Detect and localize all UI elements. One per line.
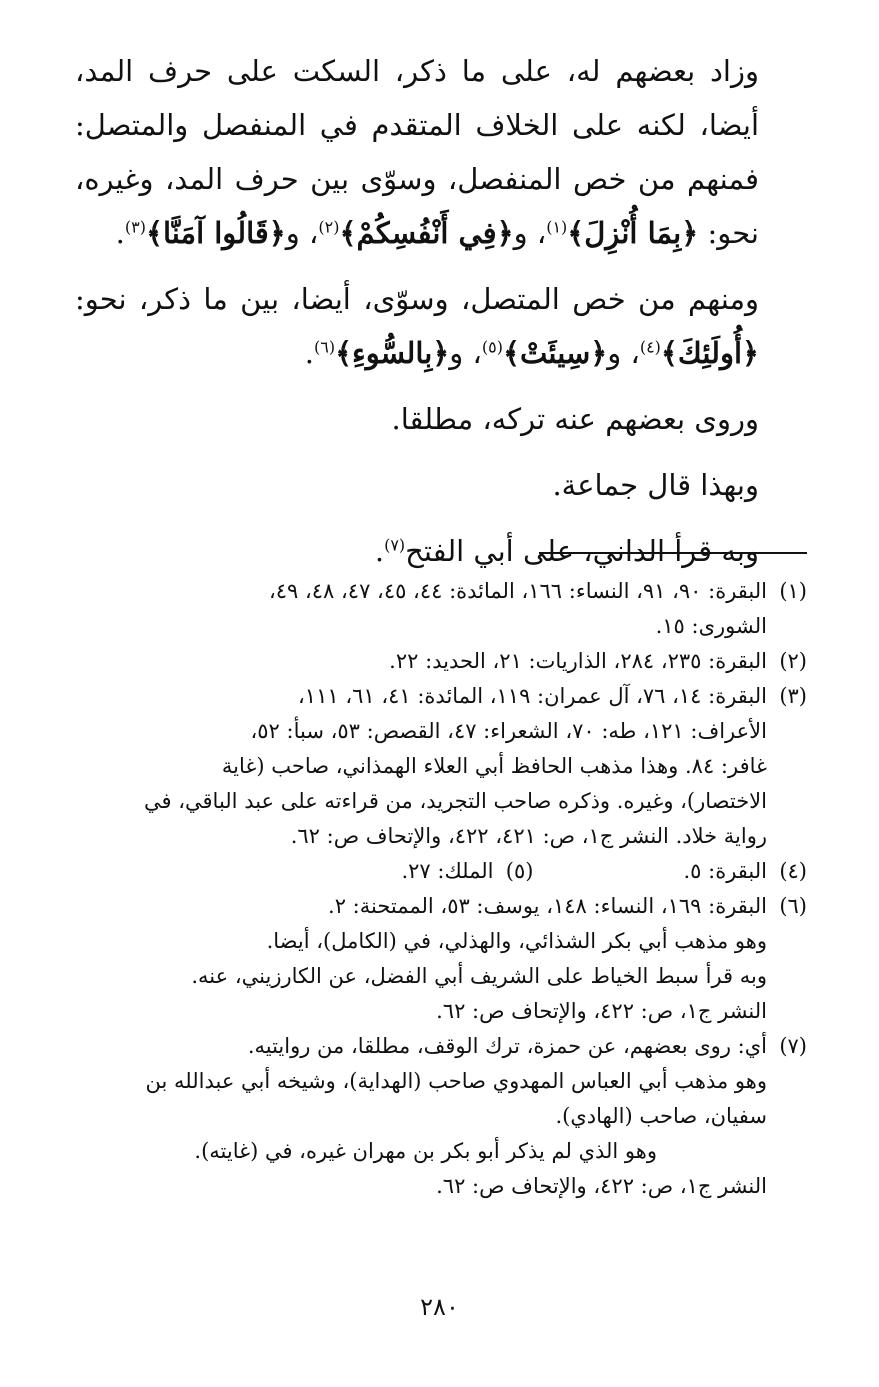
footnote-line: النشر ج١، ص: ٤٢٢، والإتحاف ص: ٦٢. (436, 1174, 767, 1198)
footnote-number: (٤) (779, 859, 807, 883)
footnote-number: (١) (779, 579, 807, 603)
main-text (75, 44, 807, 578)
footnote-line: البقرة: ١٦٩، النساء: ١٤٨، يوسف: ٥٣، الممتحنة: ٢. (328, 894, 767, 918)
footnote-line: النشر ج١، ص: ٤٢٢، والإتحاف ص: ٦٢. (436, 999, 767, 1023)
quran-quote: ﴿أُولَئِكَ﴾ (660, 336, 759, 370)
footnote-separator (539, 552, 807, 554)
footnote-ref: (٢) (318, 217, 340, 237)
footnote-line: الشورى: ١٥. (655, 614, 767, 638)
quran-quote: ﴿سِيئَتْ﴾ (502, 336, 608, 370)
quran-quote: ﴿قَالُوا آمَنَّا﴾ (145, 216, 286, 250)
footnote-body (71, 1029, 767, 1204)
footnote-number: (٥) (505, 859, 534, 883)
footnote-body (71, 679, 767, 854)
footnote-line: البقرة: ٢٣٥، ٢٨٤، الذاريات: ٢١، الحديد: ٢٢. (389, 649, 767, 673)
footnote-line: غافر: ٨٤. وهذا مذهب الحافظ أبي العلاء الهمذاني، صاحب (غاية (221, 754, 767, 778)
footnote-1 (71, 574, 807, 644)
footnote-number: (٦) (779, 894, 807, 918)
footnote-line: أي: روى بعضهم، عن حمزة، ترك الوقف، مطلقا، من روايتيه. (247, 1034, 767, 1058)
footnote-body (71, 644, 767, 679)
footnote-line: الملك: ٢٧. (401, 859, 494, 883)
connector: ، و (285, 216, 319, 250)
footnote-3 (71, 679, 807, 854)
paragraph-2 (75, 272, 807, 380)
quran-quote: ﴿بِمَا أُنْزِلَ﴾ (567, 216, 699, 250)
connector: ، و (607, 336, 640, 370)
paragraph-5 (75, 524, 807, 578)
page-number: ٢٨٠ (420, 1293, 459, 1321)
footnote-ref: (٥) (481, 337, 503, 357)
footnote-ref: (٣) (124, 217, 146, 237)
quran-quote: ﴿بِالسُّوءِ﴾ (335, 336, 450, 370)
period: . (374, 534, 385, 568)
paragraph-4: وبهذا قال جماعة. (552, 468, 759, 502)
footnote-7 (71, 1029, 807, 1204)
footnote-line: البقرة: ١٤، ٧٦، آل عمران: ١١٩، المائدة: ٤١، ٦١، ١١١، (298, 684, 767, 708)
footnotes (71, 574, 807, 1204)
footnote-ref: (٦) (313, 337, 336, 357)
footnote-line: الأعراف: ١٢١، طه: ٧٠، الشعراء: ٤٧، القصص: ٥٣، سبأ: ٥٢، (250, 719, 767, 743)
footnote-ref: (٧) (384, 535, 406, 555)
footnote-4 (683, 854, 807, 889)
footnote-line: وهو الذي لم يذكر أبو بكر بن مهران غيره، في (غايته). (194, 1139, 657, 1163)
footnote-line: وبه قرأ سبط الخياط على الشريف أبي الفضل، عن الكارزيني، عنه. (191, 964, 767, 988)
paragraph-5-text: وبه قرأ الداني، على أبي الفتح (405, 534, 759, 568)
footnote-6 (71, 889, 807, 1029)
paragraph-1-text: وزاد بعضهم له، على ما ذكر، السكت على حرف المد، أيضا، لكنه على الخلاف المتقدم في المنفصل والمتصل: فمنهم من خص المنفصل، وسوّى بين حرف المد، وغيره، نحو: (75, 54, 759, 250)
footnote-body (71, 574, 767, 644)
footnote-line: الاختصار)، وغيره. وذكره صاحب التجريد، من قراءته على عبد الباقي، في (144, 789, 767, 813)
footnote-line: وهو مذهب أبي بكر الشذائي، والهذلي، في (الكامل)، أيضا. (266, 929, 767, 953)
footnote-line: سفيان، صاحب (الهادي). (555, 1104, 767, 1128)
connector: ، و (513, 216, 547, 250)
footnote-2 (71, 644, 807, 679)
paragraph-3: وروى بعضهم عنه تركه، مطلقا. (391, 402, 759, 436)
footnote-line: البقرة: ٩٠، ٩١، النساء: ١٦٦، المائدة: ٤٤، ٤٥، ٤٧، ٤٨، ٤٩، (268, 579, 767, 603)
period: . (115, 216, 125, 250)
footnote-ref: (١) (546, 217, 568, 237)
footnote-number: (٢) (779, 649, 807, 673)
paragraph-2-text: ومنهم من خص المتصل، وسوّى، أيضا، بين ما ذكر، نحو: (75, 282, 759, 316)
quran-quote: ﴿فِي أَنْفُسِكُمْ﴾ (339, 216, 514, 250)
footnote-line: البقرة: ٥. (683, 859, 767, 883)
paragraph-1 (75, 44, 807, 260)
footnote-number: (٧) (779, 1034, 807, 1058)
footnote-line: وهو مذهب أبي العباس المهدوي صاحب (الهداية)، وشيخه أبي عبدالله بن (145, 1069, 767, 1093)
footnote-5 (401, 854, 533, 889)
footnote-ref: (٤) (639, 337, 661, 357)
period: . (304, 336, 314, 370)
footnote-number: (٣) (779, 684, 807, 708)
connector: ، و (449, 336, 482, 370)
footnotes-4-5 (71, 854, 807, 889)
footnote-line: رواية خلاد. النشر ج١، ص: ٤٢١، ٤٢٢، والإتحاف ص: ٦٢. (290, 824, 767, 848)
footnote-body (71, 889, 767, 1029)
